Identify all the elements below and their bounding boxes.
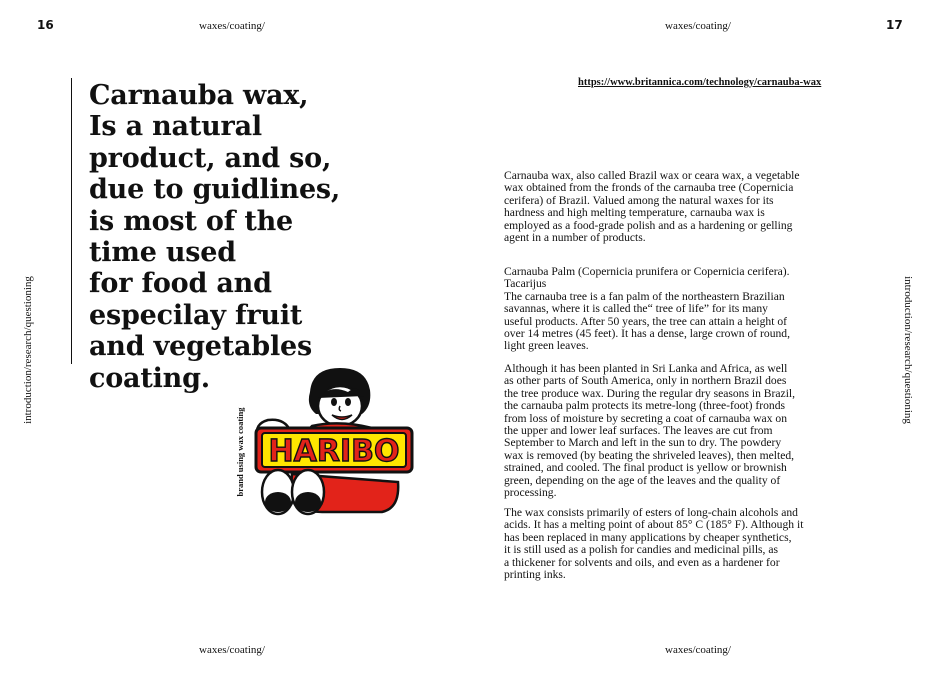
paragraph-composition: The wax consists primarily of esters of long-chain alcohols and acids. It has a melting point of about 85° C (185° F). Although it has been replaced in many applications by cheaper synthetics, it is still used as a polish for candies and medicinal pills, as a thickener for solvents and oils, and even as a hardener for printing inks. xyxy=(504,506,804,582)
logo-wordmark: HARIBO xyxy=(268,434,400,469)
headline: Carnauba wax, Is a natural product, and so, due to guidlines, is most of the time used for food and especilay fruit and vegetables coating. xyxy=(89,80,341,394)
haribo-logo xyxy=(252,362,417,522)
paragraph-intro: Carnauba wax, also called Brazil wax or ceara wax, a vegetable wax obtained from the fronds of the carnauba tree (Copernicia cerifera) of Brazil. Valued among the natural waxes for its hardness and high melting temperature, carnauba wax is employed as a food-grade polish and as a hardening or gelling agent in a number of products. xyxy=(504,169,800,245)
side-label-right: introduction/research/questioning xyxy=(902,276,914,424)
headline-rule xyxy=(71,78,72,364)
image-caption: brand using wax coating xyxy=(235,407,245,497)
running-foot-right: waxes/coating/ xyxy=(665,644,731,656)
running-head-right: waxes/coating/ xyxy=(665,20,731,32)
side-label-left: introduction/research/questioning xyxy=(22,276,34,424)
running-foot-left: waxes/coating/ xyxy=(199,644,265,656)
page-number-right: 17 xyxy=(886,18,903,32)
source-link[interactable]: https://www.britannica.com/technology/carnauba-wax xyxy=(578,77,822,88)
page-number-left: 16 xyxy=(37,18,54,32)
running-head-left: waxes/coating/ xyxy=(199,20,265,32)
paragraph-production: Although it has been planted in Sri Lanka and Africa, as well as other parts of South America, only in northern Brazil does the tree produce wax. During the regular dry seasons in Brazil, the carnauba palm protects its metre-long (three-foot) fronds from loss of moisture by secreting a coat of carnauba wax on the upper and lower leaf surfaces. The leaves are cut from September to March and left in the sun to dry. The powdery wax is removed (by beating the shriveled leaves), then melted, strained, and cooled. The final product is yellow or brownish green, depending on the age of the leaves and the quality of processing. xyxy=(504,362,796,500)
paragraph-palm: Carnauba Palm (Copernicia prunifera or Copernicia cerifera). Tacarijus The carnauba tree is a fan palm of the northeastern Brazilian savannas, where it is called the“ tree of life” for its many useful products. After 50 years, the tree can attain a height of over 14 metres (45 feet). It has a dense, large crown of round, light green leaves. xyxy=(504,265,790,353)
